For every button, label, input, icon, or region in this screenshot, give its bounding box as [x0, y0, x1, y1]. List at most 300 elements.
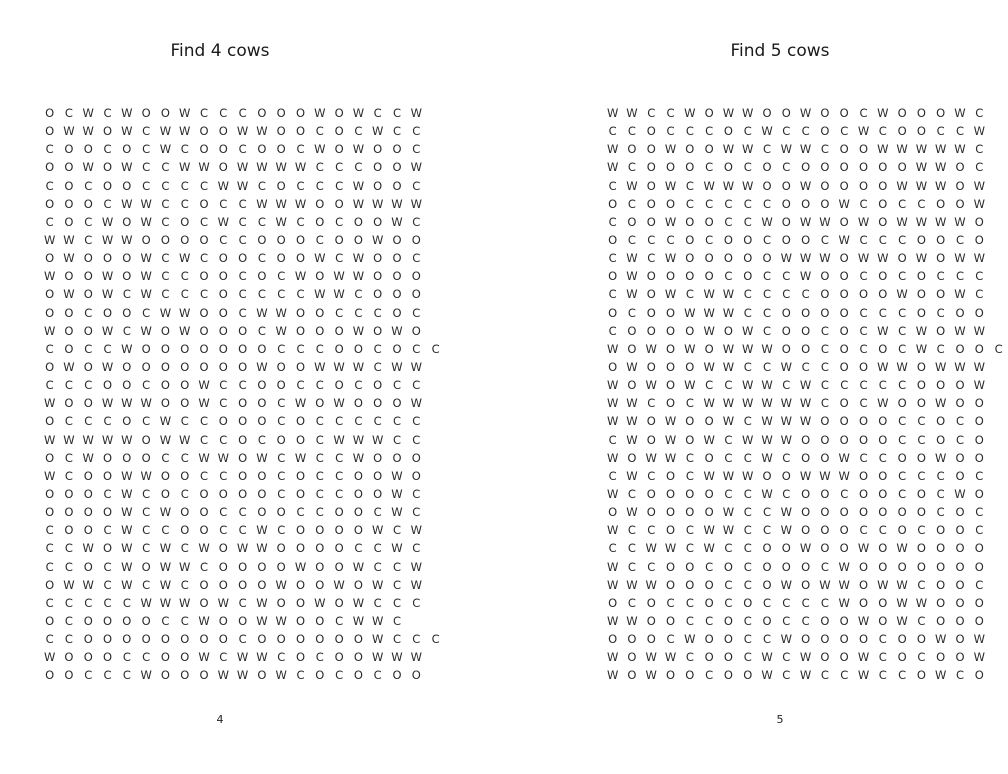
grid-letter: O: [180, 523, 190, 538]
grid-letter: O: [704, 632, 714, 647]
grid-letter: O: [723, 160, 733, 175]
grid-letter: O: [955, 595, 965, 610]
grid-letter: O: [646, 595, 656, 610]
grid-letter: W: [761, 487, 773, 502]
grid-letter: O: [646, 178, 656, 193]
grid-letter: O: [685, 559, 695, 574]
grid-letter: O: [218, 577, 228, 592]
grid-letter: O: [897, 106, 907, 121]
grid-letter: O: [295, 323, 306, 338]
grid-letter: C: [705, 124, 714, 139]
grid-row: [40, 122, 445, 140]
grid-letter: W: [838, 450, 850, 465]
grid-letter: O: [295, 595, 306, 610]
grid-letter: C: [859, 196, 868, 211]
grid-letter: C: [277, 414, 286, 429]
grid-letter: C: [705, 668, 714, 683]
grid-letter: C: [392, 595, 401, 610]
grid-letter: C: [45, 178, 54, 193]
grid-letter: C: [898, 323, 907, 338]
grid-letter: W: [606, 668, 619, 683]
grid-letter: C: [64, 106, 73, 121]
grid-letter: W: [606, 523, 619, 538]
grid-letter: O: [878, 414, 888, 429]
grid-letter: W: [684, 341, 696, 356]
grid-letter: O: [704, 577, 714, 592]
grid-letter: O: [974, 595, 984, 610]
grid-letter: O: [199, 196, 209, 211]
grid-letter: W: [275, 668, 287, 683]
grid-letter: C: [161, 160, 170, 175]
grid-row: [40, 177, 445, 195]
grid-letter: O: [238, 577, 248, 592]
grid-letter: C: [724, 269, 733, 284]
grid-letter: O: [276, 233, 286, 248]
grid-letter: W: [101, 432, 114, 447]
grid-letter: O: [392, 160, 402, 175]
grid-letter: O: [45, 668, 55, 683]
grid-letter: C: [936, 124, 945, 139]
grid-letter: C: [801, 287, 810, 302]
grid-letter: W: [935, 178, 947, 193]
grid-letter: C: [627, 559, 636, 574]
grid-letter: O: [858, 432, 869, 447]
grid-letter: O: [820, 487, 830, 502]
grid-letter: W: [645, 450, 657, 465]
grid-letter: W: [626, 287, 638, 302]
grid-letter: W: [761, 414, 773, 429]
grid-letter: C: [412, 305, 421, 320]
grid-letter: W: [101, 269, 114, 284]
grid-letter: C: [335, 614, 344, 628]
grid-letter: O: [334, 106, 344, 121]
grid-letter: C: [955, 432, 964, 447]
grid-letter: C: [315, 487, 324, 502]
grid-letter: O: [955, 523, 965, 538]
grid-letter: W: [294, 450, 307, 465]
grid-letter: W: [140, 668, 152, 683]
grid-letter: W: [606, 414, 619, 429]
grid-letter: C: [180, 577, 189, 592]
grid-letter: O: [974, 559, 984, 574]
grid-letter: O: [839, 323, 849, 338]
grid-letter: O: [666, 396, 676, 411]
grid-letter: O: [411, 287, 421, 302]
grid-letter: O: [83, 251, 93, 266]
grid-letter: C: [335, 178, 344, 193]
grid-letter: O: [916, 305, 926, 320]
grid-letter: C: [820, 396, 829, 411]
grid-letter: W: [121, 396, 133, 411]
grid-letter: W: [101, 323, 114, 338]
grid-letter: O: [276, 632, 286, 647]
grid-letter: W: [626, 432, 638, 447]
grid-letter: W: [372, 523, 384, 538]
grid-letter: O: [218, 414, 228, 429]
grid-letter: W: [82, 124, 94, 139]
grid-letter: W: [43, 269, 56, 284]
grid-letter: O: [160, 106, 170, 121]
grid-letter: O: [218, 360, 228, 375]
grid-letter: O: [373, 160, 383, 175]
grid-letter: C: [180, 287, 189, 302]
grid-letter: W: [606, 559, 619, 574]
grid-letter: O: [858, 487, 869, 502]
grid-letter: W: [973, 650, 985, 665]
grid-letter: W: [43, 396, 56, 411]
grid-letter: O: [295, 305, 306, 320]
grid-letter: O: [334, 650, 344, 665]
grid-letter: C: [724, 541, 733, 556]
grid-letter: O: [218, 124, 228, 139]
grid-letter: O: [218, 269, 228, 284]
grid-letter: W: [410, 106, 422, 121]
grid-letter: O: [646, 614, 656, 628]
grid-letter: O: [238, 396, 248, 411]
grid-letter: O: [160, 650, 170, 665]
grid-letter: W: [703, 523, 715, 538]
grid-letter: W: [43, 650, 56, 665]
grid-letter: W: [799, 142, 812, 157]
grid-letter: W: [198, 614, 210, 628]
grid-letter: O: [858, 505, 869, 520]
grid-letter: C: [412, 595, 421, 610]
grid-letter: W: [333, 396, 345, 411]
grid-letter: C: [627, 523, 636, 538]
grid-letter: W: [954, 323, 966, 338]
grid-letter: O: [180, 214, 190, 229]
grid-letter: C: [608, 251, 617, 266]
grid-letter: O: [238, 614, 248, 628]
grid-letter: O: [878, 214, 888, 229]
grid-letter: W: [217, 450, 229, 465]
grid-letter: O: [257, 668, 267, 683]
grid-letter: O: [103, 632, 113, 647]
grid-letter: O: [199, 341, 209, 356]
grid-letter: C: [103, 196, 112, 211]
grid-letter: O: [858, 360, 869, 375]
grid-letter: O: [955, 396, 965, 411]
grid-letter: W: [121, 233, 133, 248]
grid-letter: O: [199, 360, 209, 375]
grid-letter: O: [353, 668, 363, 683]
grid-letter: O: [276, 595, 286, 610]
grid-letter: O: [160, 323, 170, 338]
grid-letter: W: [63, 432, 75, 447]
grid-letter: O: [916, 487, 926, 502]
grid-letter: W: [333, 269, 345, 284]
grid-row: [603, 521, 1008, 539]
grid-letter: O: [704, 650, 714, 665]
grid-letter: C: [315, 505, 324, 520]
grid-letter: O: [801, 487, 811, 502]
grid-letter: C: [84, 214, 93, 229]
grid-letter: C: [180, 414, 189, 429]
grid-letter: W: [606, 614, 619, 628]
grid-letter: C: [238, 269, 247, 284]
grid-letter: C: [878, 650, 887, 665]
grid-letter: O: [704, 595, 714, 610]
grid-letter: C: [45, 142, 54, 157]
grid-letter: O: [762, 541, 772, 556]
grid-letter: W: [703, 178, 715, 193]
grid-row: [40, 576, 445, 594]
grid-letter: O: [685, 323, 695, 338]
grid-letter: O: [334, 559, 344, 574]
grid-letter: O: [839, 414, 849, 429]
grid-letter: O: [839, 251, 849, 266]
grid-letter: O: [334, 505, 344, 520]
grid-letter: W: [410, 523, 422, 538]
grid-letter: O: [646, 305, 656, 320]
grid-letter: O: [122, 251, 132, 266]
grid-letter: O: [276, 541, 286, 556]
grid-letter: O: [916, 233, 926, 248]
grid-letter: C: [724, 432, 733, 447]
grid-letter: C: [763, 323, 772, 338]
grid-letter: W: [915, 214, 928, 229]
grid-letter: O: [916, 378, 926, 393]
grid-letter: O: [723, 233, 733, 248]
grid-letter: O: [373, 269, 383, 284]
grid-letter: C: [142, 378, 151, 393]
grid-letter: C: [200, 432, 209, 447]
grid-letter: W: [410, 559, 422, 574]
grid-letter: O: [878, 541, 888, 556]
grid-letter: W: [352, 196, 365, 211]
grid-letter: O: [199, 142, 209, 157]
grid-letter: W: [626, 505, 638, 520]
grid-letter: W: [606, 160, 619, 175]
grid-letter: C: [608, 178, 617, 193]
page-title: Find 5 cows: [730, 41, 830, 61]
grid-letter: W: [780, 414, 792, 429]
grid-letter: C: [200, 287, 209, 302]
grid-row: [40, 358, 445, 376]
grid-letter: C: [685, 196, 694, 211]
grid-letter: W: [626, 360, 638, 375]
grid-letter: C: [608, 124, 617, 139]
grid-letter: C: [238, 523, 247, 538]
grid-letter: C: [161, 196, 170, 211]
grid-letter: O: [820, 269, 830, 284]
grid-letter: O: [878, 178, 888, 193]
grid-letter: O: [820, 432, 830, 447]
grid-letter: O: [974, 450, 984, 465]
grid-letter: C: [142, 124, 151, 139]
grid-letter: C: [296, 378, 305, 393]
grid-letter: C: [45, 541, 54, 556]
grid-letter: O: [878, 595, 888, 610]
grid-letter: O: [839, 341, 849, 356]
grid-letter: O: [199, 523, 209, 538]
grid-letter: C: [724, 196, 733, 211]
grid-letter: W: [256, 523, 268, 538]
grid-letter: C: [335, 668, 344, 683]
grid-letter: C: [161, 251, 170, 266]
grid-letter: O: [936, 595, 946, 610]
grid-letter: C: [373, 668, 382, 683]
grid-letter: W: [391, 505, 403, 520]
grid-letter: O: [743, 251, 753, 266]
grid-letter: O: [180, 360, 190, 375]
grid-letter: C: [878, 378, 887, 393]
grid-row: [40, 412, 445, 430]
grid-row: [603, 576, 1008, 594]
grid-letter: O: [666, 323, 676, 338]
grid-letter: O: [839, 396, 849, 411]
grid-letter: W: [742, 396, 754, 411]
grid-letter: W: [198, 450, 210, 465]
grid-letter: C: [373, 541, 382, 556]
grid-letter: O: [839, 614, 849, 628]
grid-letter: O: [392, 305, 402, 320]
grid-letter: O: [411, 450, 421, 465]
grid-letter: W: [391, 650, 403, 665]
grid-letter: W: [935, 214, 947, 229]
grid-letter: O: [64, 396, 74, 411]
grid-letter: O: [83, 269, 93, 284]
grid-letter: W: [838, 468, 850, 483]
grid-letter: C: [724, 595, 733, 610]
grid-letter: O: [257, 142, 267, 157]
grid-letter: W: [761, 650, 773, 665]
grid-letter: W: [761, 450, 773, 465]
grid-letter: C: [103, 595, 112, 610]
grid-letter: W: [314, 360, 326, 375]
grid-letter: O: [936, 523, 946, 538]
grid-letter: C: [122, 323, 131, 338]
grid-letter: O: [897, 251, 907, 266]
grid-letter: O: [257, 468, 267, 483]
grid-letter: C: [180, 541, 189, 556]
grid-letter: O: [878, 196, 888, 211]
grid-letter: W: [256, 614, 268, 628]
grid-letter: O: [218, 251, 228, 266]
grid-letter: C: [743, 559, 752, 574]
grid-letter: O: [64, 214, 74, 229]
grid-letter: W: [410, 650, 422, 665]
grid-letter: O: [160, 468, 170, 483]
grid-letter: O: [295, 523, 306, 538]
grid-letter: O: [218, 559, 228, 574]
grid-letter: O: [723, 559, 733, 574]
grid-letter: O: [646, 142, 656, 157]
grid-letter: C: [373, 595, 382, 610]
grid-letter: C: [373, 559, 382, 574]
grid-letter: C: [782, 450, 791, 465]
grid-letter: W: [664, 450, 677, 465]
grid-letter: O: [801, 323, 811, 338]
grid-letter: O: [685, 269, 695, 284]
grid-letter: C: [782, 487, 791, 502]
grid-letter: C: [705, 559, 714, 574]
grid-letter: C: [820, 595, 829, 610]
grid-letter: W: [140, 323, 152, 338]
grid-letter: O: [64, 269, 74, 284]
grid-letter: W: [140, 468, 152, 483]
grid-letter: C: [335, 305, 344, 320]
grid-letter: C: [743, 650, 752, 665]
grid-letter: C: [412, 505, 421, 520]
grid-letter: O: [955, 160, 965, 175]
grid-letter: C: [859, 323, 868, 338]
grid-letter: O: [974, 541, 984, 556]
grid-letter: O: [916, 396, 926, 411]
grid-letter: C: [84, 305, 93, 320]
grid-letter: W: [915, 595, 928, 610]
grid-letter: C: [315, 178, 324, 193]
grid-letter: W: [140, 214, 152, 229]
grid-letter: C: [219, 196, 228, 211]
grid-letter: W: [915, 178, 928, 193]
grid-letter: C: [743, 505, 752, 520]
grid-letter: W: [372, 432, 384, 447]
grid-letter: C: [801, 595, 810, 610]
grid-letter: C: [373, 505, 382, 520]
grid-letter: C: [238, 106, 247, 121]
grid-row: [603, 467, 1008, 485]
grid-letter: W: [684, 305, 696, 320]
grid-letter: C: [64, 414, 73, 429]
grid-letter: W: [372, 233, 384, 248]
grid-letter: W: [664, 251, 677, 266]
grid-letter: O: [315, 614, 325, 628]
grid-letter: O: [608, 595, 618, 610]
grid-letter: O: [878, 287, 888, 302]
grid-letter: C: [335, 487, 344, 502]
grid-letter: W: [915, 341, 928, 356]
grid-row: [40, 521, 445, 539]
grid-letter: O: [627, 378, 637, 393]
grid-letter: W: [973, 323, 985, 338]
grid-letter: C: [763, 269, 772, 284]
grid-letter: O: [218, 305, 228, 320]
grid-letter: C: [142, 160, 151, 175]
grid-letter: C: [647, 106, 656, 121]
grid-letter: W: [877, 323, 889, 338]
grid-letter: W: [896, 178, 908, 193]
grid-letter: O: [955, 541, 965, 556]
grid-letter: C: [142, 142, 151, 157]
grid-letter: C: [392, 614, 401, 628]
grid-letter: O: [858, 559, 869, 574]
grid-row: [603, 285, 1008, 303]
grid-letter: O: [801, 196, 811, 211]
grid-letter: O: [781, 541, 791, 556]
grid-letter: C: [782, 378, 791, 393]
grid-letter: W: [121, 559, 133, 574]
grid-letter: C: [64, 541, 73, 556]
grid-row: [40, 630, 445, 648]
grid-letter: O: [704, 450, 714, 465]
grid-letter: C: [859, 269, 868, 284]
grid-letter: O: [122, 414, 132, 429]
grid-letter: C: [936, 487, 945, 502]
grid-letter: C: [412, 142, 421, 157]
grid-letter: O: [858, 287, 869, 302]
grid-letter: O: [839, 632, 849, 647]
grid-row: [603, 594, 1008, 612]
grid-letter: C: [975, 160, 984, 175]
grid-letter: W: [722, 396, 735, 411]
grid-letter: C: [763, 523, 772, 538]
grid-letter: C: [955, 124, 964, 139]
grid-letter: O: [180, 378, 190, 393]
grid-letter: W: [256, 124, 268, 139]
grid-letter: O: [858, 178, 869, 193]
grid-letter: W: [742, 178, 754, 193]
